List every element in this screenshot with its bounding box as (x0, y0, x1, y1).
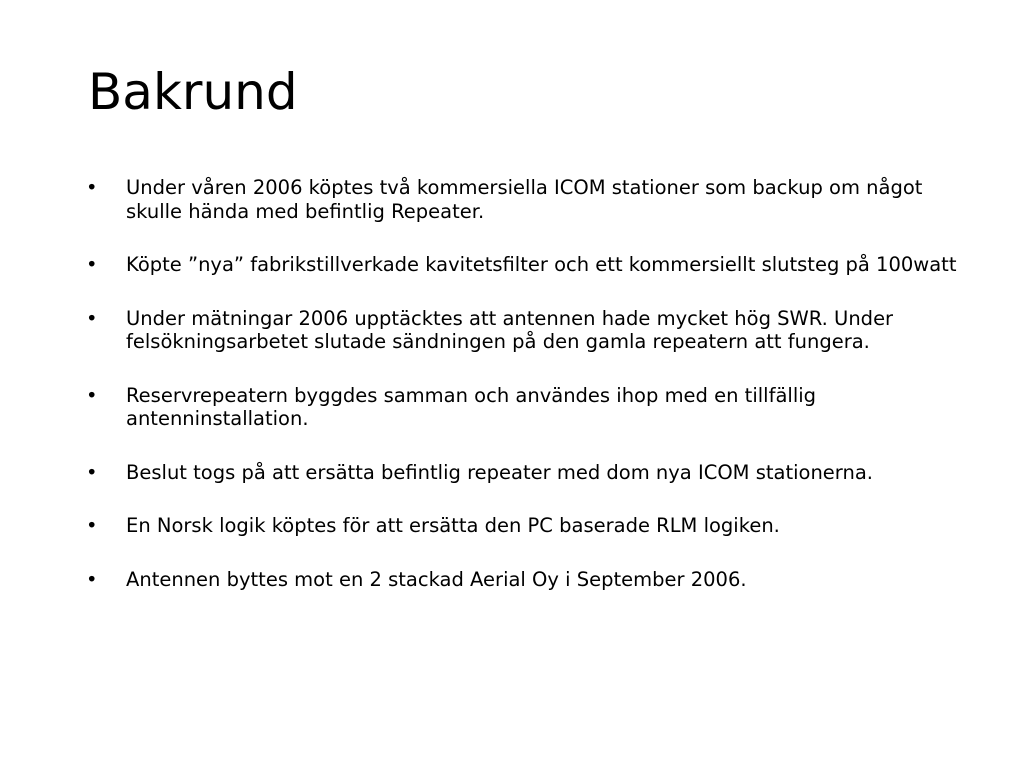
bullet-item (86, 253, 966, 277)
bullet-dot-icon: • (86, 253, 98, 276)
bullet-text: Beslut togs på att ersätta befintlig repeater med dom nya ICOM stationerna. (126, 460, 873, 484)
slide-title: Bakrund (88, 63, 298, 121)
bullet-dot-icon: • (86, 460, 98, 484)
bullet-item (86, 461, 966, 485)
bullet-item (86, 514, 966, 538)
bullet-dot-icon: • (86, 514, 98, 537)
bullet-dot-icon: • (86, 567, 98, 591)
bullet-text: Reservrepeatern byggdes samman och användes ihop med en tillfällig antenninstallation. (126, 383, 817, 430)
bullet-item (86, 307, 966, 354)
bullet-item (86, 176, 966, 223)
bullet-text: Under mätningar 2006 upptäcktes att antennen hade mycket hög SWR. Under felsökningsarbetet slutade sändningen på den gamla repeatern att fungera. (126, 306, 894, 353)
bullet-dot-icon: • (86, 306, 98, 330)
bullet-text: Antennen byttes mot en 2 stackad Aerial Oy i September 2006. (126, 567, 747, 591)
bullet-text: Köpte ”nya” fabrikstillverkade kavitetsfilter och ett kommersiellt slutsteg på 100watt (126, 253, 957, 276)
bullet-dot-icon: • (86, 176, 98, 199)
bullet-text: Under våren 2006 köptes två kommersiella ICOM stationer som backup om något skulle hända med befintlig Repeater. (126, 176, 923, 223)
bullet-item (86, 384, 966, 431)
bullet-text: En Norsk logik köptes för att ersätta den PC baserade RLM logiken. (126, 514, 780, 537)
bullet-dot-icon: • (86, 383, 98, 407)
bullet-list (86, 176, 966, 621)
bullet-item (86, 568, 966, 592)
